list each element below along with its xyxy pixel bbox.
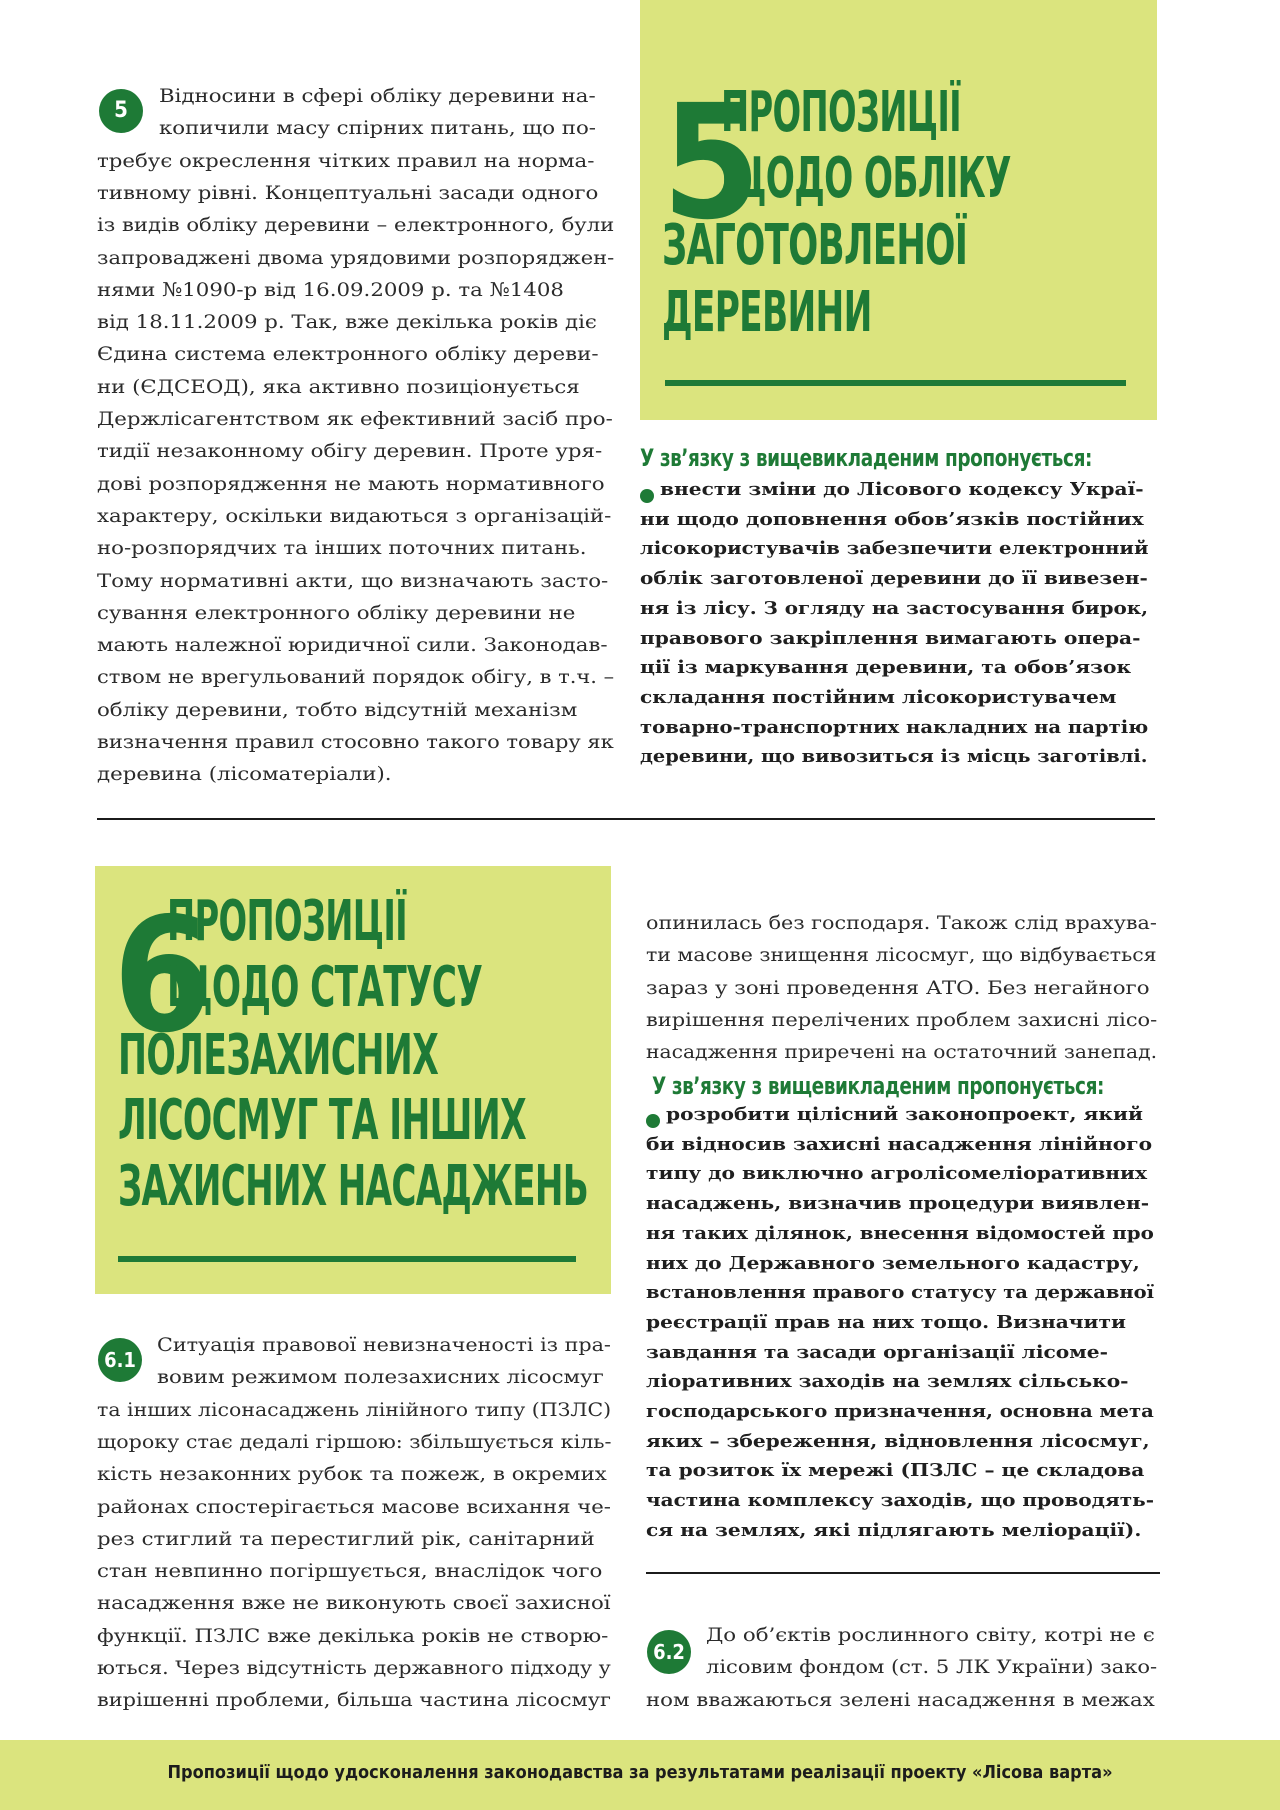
text-line: від 18.11.2009 р. Так, вже декілька років діє bbox=[97, 311, 597, 334]
text-line: функції. ПЗЛС вже декілька років не створю- bbox=[97, 1624, 609, 1647]
heading-line: ПОЛЕЗАХИСНИХ bbox=[118, 1023, 439, 1088]
footer-text: Пропозиції щодо удосконалення законодавства за результатами реалізації проекту «Лісова варта» bbox=[167, 1762, 1113, 1783]
text-line: стан невпинно погіршується, внаслідок чого bbox=[97, 1560, 603, 1583]
section5-number: 5 bbox=[662, 71, 757, 255]
text-line: розробити цілісний законопроект, який bbox=[666, 1104, 1143, 1125]
text-line: лісокористувачів забезпечити електронний bbox=[640, 538, 1149, 560]
text-line: Відносини в сфері обліку деревини на- bbox=[159, 85, 596, 107]
text-line: ством не врегульований порядок обігу, в т.ч. – bbox=[97, 666, 615, 689]
text-line: та розиток їх мережі (ПЗЛС – це складова bbox=[646, 1460, 1145, 1482]
text-line: дові розпорядження не мають нормативного bbox=[97, 472, 605, 495]
heading-line: ЗАХИСНИХ НАСАДЖЕНЬ bbox=[118, 1154, 589, 1219]
text-line: кість незаконних рубок та пожеж, в окремих bbox=[97, 1463, 607, 1486]
text-line: ються. Через відсутність державного підходу у bbox=[97, 1657, 611, 1679]
heading-line: ЗАГОТОВЛЕНОЇ bbox=[662, 213, 968, 278]
text-line: лісовим фондом (ст. 5 ЛК України) зако- bbox=[706, 1656, 1158, 1679]
text-line: частина комплексу заходів, що проводять- bbox=[646, 1490, 1155, 1512]
section6-number: 6 bbox=[113, 884, 208, 1068]
text-line: зараз у зоні проведення АТО. Без негайного bbox=[646, 976, 1150, 999]
text-line: запроваджені двома урядовими розпоряджен- bbox=[97, 246, 615, 269]
text-line: ни щодо доповнення обов’язків постійних bbox=[640, 508, 1144, 530]
text-line: сування електронного обліку деревини не bbox=[97, 601, 576, 624]
text-line: ти масове знищення лісосмуг, що відбувається bbox=[646, 944, 1157, 967]
text-line: насаджень, визначив процедури виявлен- bbox=[646, 1193, 1150, 1215]
text-line: До об’єктів рослинного світу, котрі не є bbox=[706, 1624, 1155, 1646]
text-line: визначення правил стосовно такого товару як bbox=[97, 731, 614, 753]
text-line: ни (ЄДСЕОД), яка активно позиціонується bbox=[97, 375, 580, 398]
text-line: тивному рівні. Концептуальні засади одного bbox=[97, 181, 599, 204]
text-line: господарського призначення, основна мета bbox=[646, 1401, 1154, 1422]
section6-heading-rule bbox=[118, 1256, 576, 1262]
text-line: правового закріплення вимагають опера- bbox=[640, 627, 1141, 649]
text-line: обліку деревини, тобто відсутній механізм bbox=[97, 698, 578, 721]
text-line: ном вважаються зелені насадження в межах bbox=[646, 1688, 1155, 1711]
section6-2-badge: 6.2 bbox=[647, 1630, 691, 1674]
text-line: та інших лісонасаджень лінійного типу (ПЗЛС) bbox=[97, 1398, 612, 1421]
text-line: Тому нормативні акти, що визначають засто- bbox=[97, 569, 609, 592]
text-line: деревина (лісоматеріали). bbox=[97, 763, 392, 786]
page-footer-band bbox=[0, 1740, 1280, 1810]
heading-line: ЛІСОСМУГ ТА ІНШИХ bbox=[118, 1088, 527, 1153]
section6-bullet-icon bbox=[646, 1114, 660, 1128]
section6-header-box bbox=[95, 866, 611, 1294]
text-line: рез стиглий та перестиглий рік, санітарний bbox=[97, 1527, 595, 1550]
text-line: ня із лісу. З огляду на застосування бирок, bbox=[640, 597, 1149, 619]
text-line: щороку стає дедалі гіршою: збільшується кіль- bbox=[97, 1430, 612, 1453]
section5-bullet-icon bbox=[640, 489, 654, 503]
section-divider bbox=[97, 818, 1155, 820]
section5-badge: 5 bbox=[99, 89, 143, 133]
section6-1-badge: 6.1 bbox=[98, 1338, 142, 1382]
text-line: встановлення правого статусу та державної bbox=[646, 1282, 1154, 1304]
text-line: облік заготовленої деревини до її вивезен- bbox=[640, 568, 1148, 590]
text-line: внести зміни до Лісового кодексу Украї- bbox=[660, 479, 1144, 500]
text-line: реєстрації прав на них тощо. Визначити bbox=[646, 1311, 1126, 1333]
heading-line: ЩОДО СТАТУСУ bbox=[167, 955, 483, 1020]
text-line: вовим режимом полезахисних лісосмуг bbox=[157, 1366, 604, 1389]
text-line: Ситуація правової невизначеності із пра- bbox=[157, 1334, 611, 1356]
text-line: насадження приречені на остаточний занепад. bbox=[646, 1041, 1158, 1064]
text-line: но-розпорядчих та інших поточних питань. bbox=[97, 537, 587, 560]
text-line: тидії незаконному обігу деревин. Проте уря- bbox=[97, 440, 603, 463]
text-line: Держлісагентством як ефективний засіб про- bbox=[97, 408, 613, 430]
text-line: нями №1090-р від 16.09.2009 р. та №1408 bbox=[97, 278, 564, 301]
text-line: насадження вже не виконують своєї захисної bbox=[97, 1592, 611, 1615]
text-line: ції із маркування деревини, та обов’язок bbox=[640, 657, 1131, 679]
section5-header-box bbox=[640, 0, 1157, 420]
text-line: би відносив захисні насадження лінійного bbox=[646, 1133, 1153, 1155]
text-line: Єдина система електронного обліку дереви- bbox=[97, 343, 599, 366]
text-line: ня таких ділянок, внесення відомостей про bbox=[646, 1222, 1154, 1244]
text-line: деревини, що вивозиться із місць заготівлі. bbox=[640, 746, 1148, 768]
text-line: районах спостерігається масове всихання че- bbox=[97, 1495, 611, 1518]
text-line: опинилась без господаря. Також слід врахува- bbox=[646, 912, 1157, 934]
heading-line: ПРОПОЗИЦІЇ bbox=[721, 80, 962, 145]
section5-proposal-heading: У зв’язку з вищевикладеним пропонується: bbox=[640, 444, 1092, 472]
heading-line: ДЕРЕВИНИ bbox=[662, 280, 872, 345]
text-line: завдання та засади організації лісоме- bbox=[646, 1341, 1108, 1363]
text-line: мають належної юридичної сили. Законодав- bbox=[97, 634, 608, 657]
text-line: типу до виключно агролісомеліоративних bbox=[646, 1163, 1147, 1185]
text-line: ліоративних заходів на землях сільсько- bbox=[646, 1371, 1129, 1393]
section5-heading-rule bbox=[665, 380, 1126, 386]
text-line: требує окреслення чітких правил на норма- bbox=[97, 149, 595, 172]
text-line: яких – збереження, відновлення лісосмуг, bbox=[646, 1430, 1150, 1452]
text-line: них до Державного земельного кадастру, bbox=[646, 1252, 1140, 1274]
text-line: копичили масу спірних питань, що по- bbox=[159, 117, 596, 140]
text-line: товарно-транспортних накладних на партію bbox=[640, 716, 1149, 738]
heading-line: ЩОДО ОБЛІКУ bbox=[721, 146, 1011, 211]
text-line: вирішення перелічених проблем захисні лісо- bbox=[646, 1008, 1158, 1031]
text-line: складання постійним лісокористувачем bbox=[640, 686, 1117, 708]
heading-line: ПРОПОЗИЦІЇ bbox=[167, 889, 408, 954]
text-line: вирішенні проблеми, більша частина лісосмуг bbox=[97, 1689, 611, 1712]
text-line: ся на землях, які підлягають меліорації). bbox=[646, 1519, 1142, 1541]
text-line: із видів обліку деревини – електронного, були bbox=[97, 214, 615, 237]
text-line: характеру, оскільки видаються з організацій- bbox=[97, 504, 612, 527]
section6-proposal-heading: У зв’язку з вищевикладеним пропонується: bbox=[652, 1072, 1104, 1100]
section6-divider bbox=[646, 1572, 1160, 1574]
